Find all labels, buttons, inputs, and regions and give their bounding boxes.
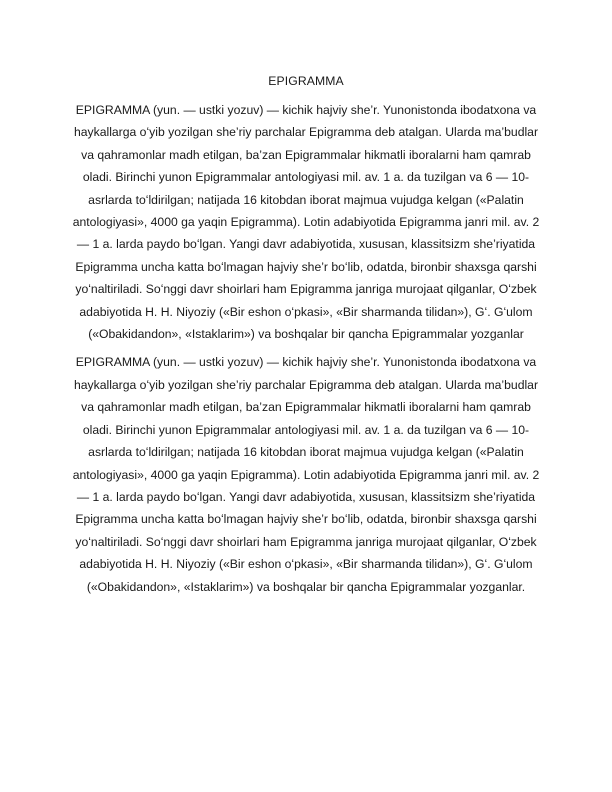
paragraph-2: EPIGRAMMA (yun. — ustki yozuv) — kichik hajviy she’r. Yunonistonda ibodatxona va haykallarga oʻyib yozilgan she’riy parchalar Epigramma deb atalgan. Ularda ma’budlar va qahramonlar madh etilgan, ba’zan Epigrammalar hikmatli iboralarni ham qamrab oladi. Birinchi yunon Epigrammalar antologiyasi mil. av. 1 a. da tuzilgan va 6 — 10-asrlarda toʻldirilgan; natijada 16 kitobdan iborat majmua vujudga kelgan («Palatin antologiyasi», 4000 ga yaqin Epigramma). Lotin adabiyotida Epigramma janri mil. av. 2 — 1 a. larda paydo boʻlgan. Yangi davr adabiyotida, xususan, klassitsizm she’riyatida Epigramma uncha katta boʻlmagan hajviy she’r boʻlib, odatda, bironbir shaxsga qarshi yoʻnaltiriladi. Soʻnggi davr shoirlari ham Epigramma janriga murojaat qilganlar, Oʻzbek adabiyotida H. H. Niyoziy («Bir eshon oʻpkasi», «Bir sharmanda tilidan»), Gʻ. Gʻulom («Obakidandon», «Istaklarim») va boshqalar bir qancha Epigrammalar yozganlar.	[72, 355, 540, 594]
paragraph-1: EPIGRAMMA (yun. — ustki yozuv) — kichik hajviy she’r. Yunonistonda ibodatxona va haykallarga oʻyib yozilgan she’riy parchalar Epigramma deb atalgan. Ularda ma’budlar va qahramonlar madh etilgan, ba’zan Epigrammalar hikmatli iboralarni ham qamrab oladi. Birinchi yunon Epigrammalar antologiyasi mil. av. 1 a. da tuzilgan va 6 — 10-asrlarda toʻldirilgan; natijada 16 kitobdan iborat majmua vujudga kelgan («Palatin antologiyasi», 4000 ga yaqin Epigramma). Lotin adabiyotida Epigramma janri mil. av. 2 — 1 a. larda paydo boʻlgan. Yangi davr adabiyotida, xususan, klassitsizm she’riyatida Epigramma uncha katta boʻlmagan hajviy she’r boʻlib, odatda, bironbir shaxsga qarshi yoʻnaltiriladi. Soʻnggi davr shoirlari ham Epigramma janriga murojaat qilganlar, Oʻzbek adabiyotida H. H. Niyoziy («Bir eshon oʻpkasi», «Bir sharmanda tilidan»), Gʻ. Gʻulom («Obakidandon», «Istaklarim») va boshqalar bir qancha Epigrammalar yozganlar	[72, 103, 540, 342]
document-title: EPIGRAMMA	[268, 74, 344, 88]
